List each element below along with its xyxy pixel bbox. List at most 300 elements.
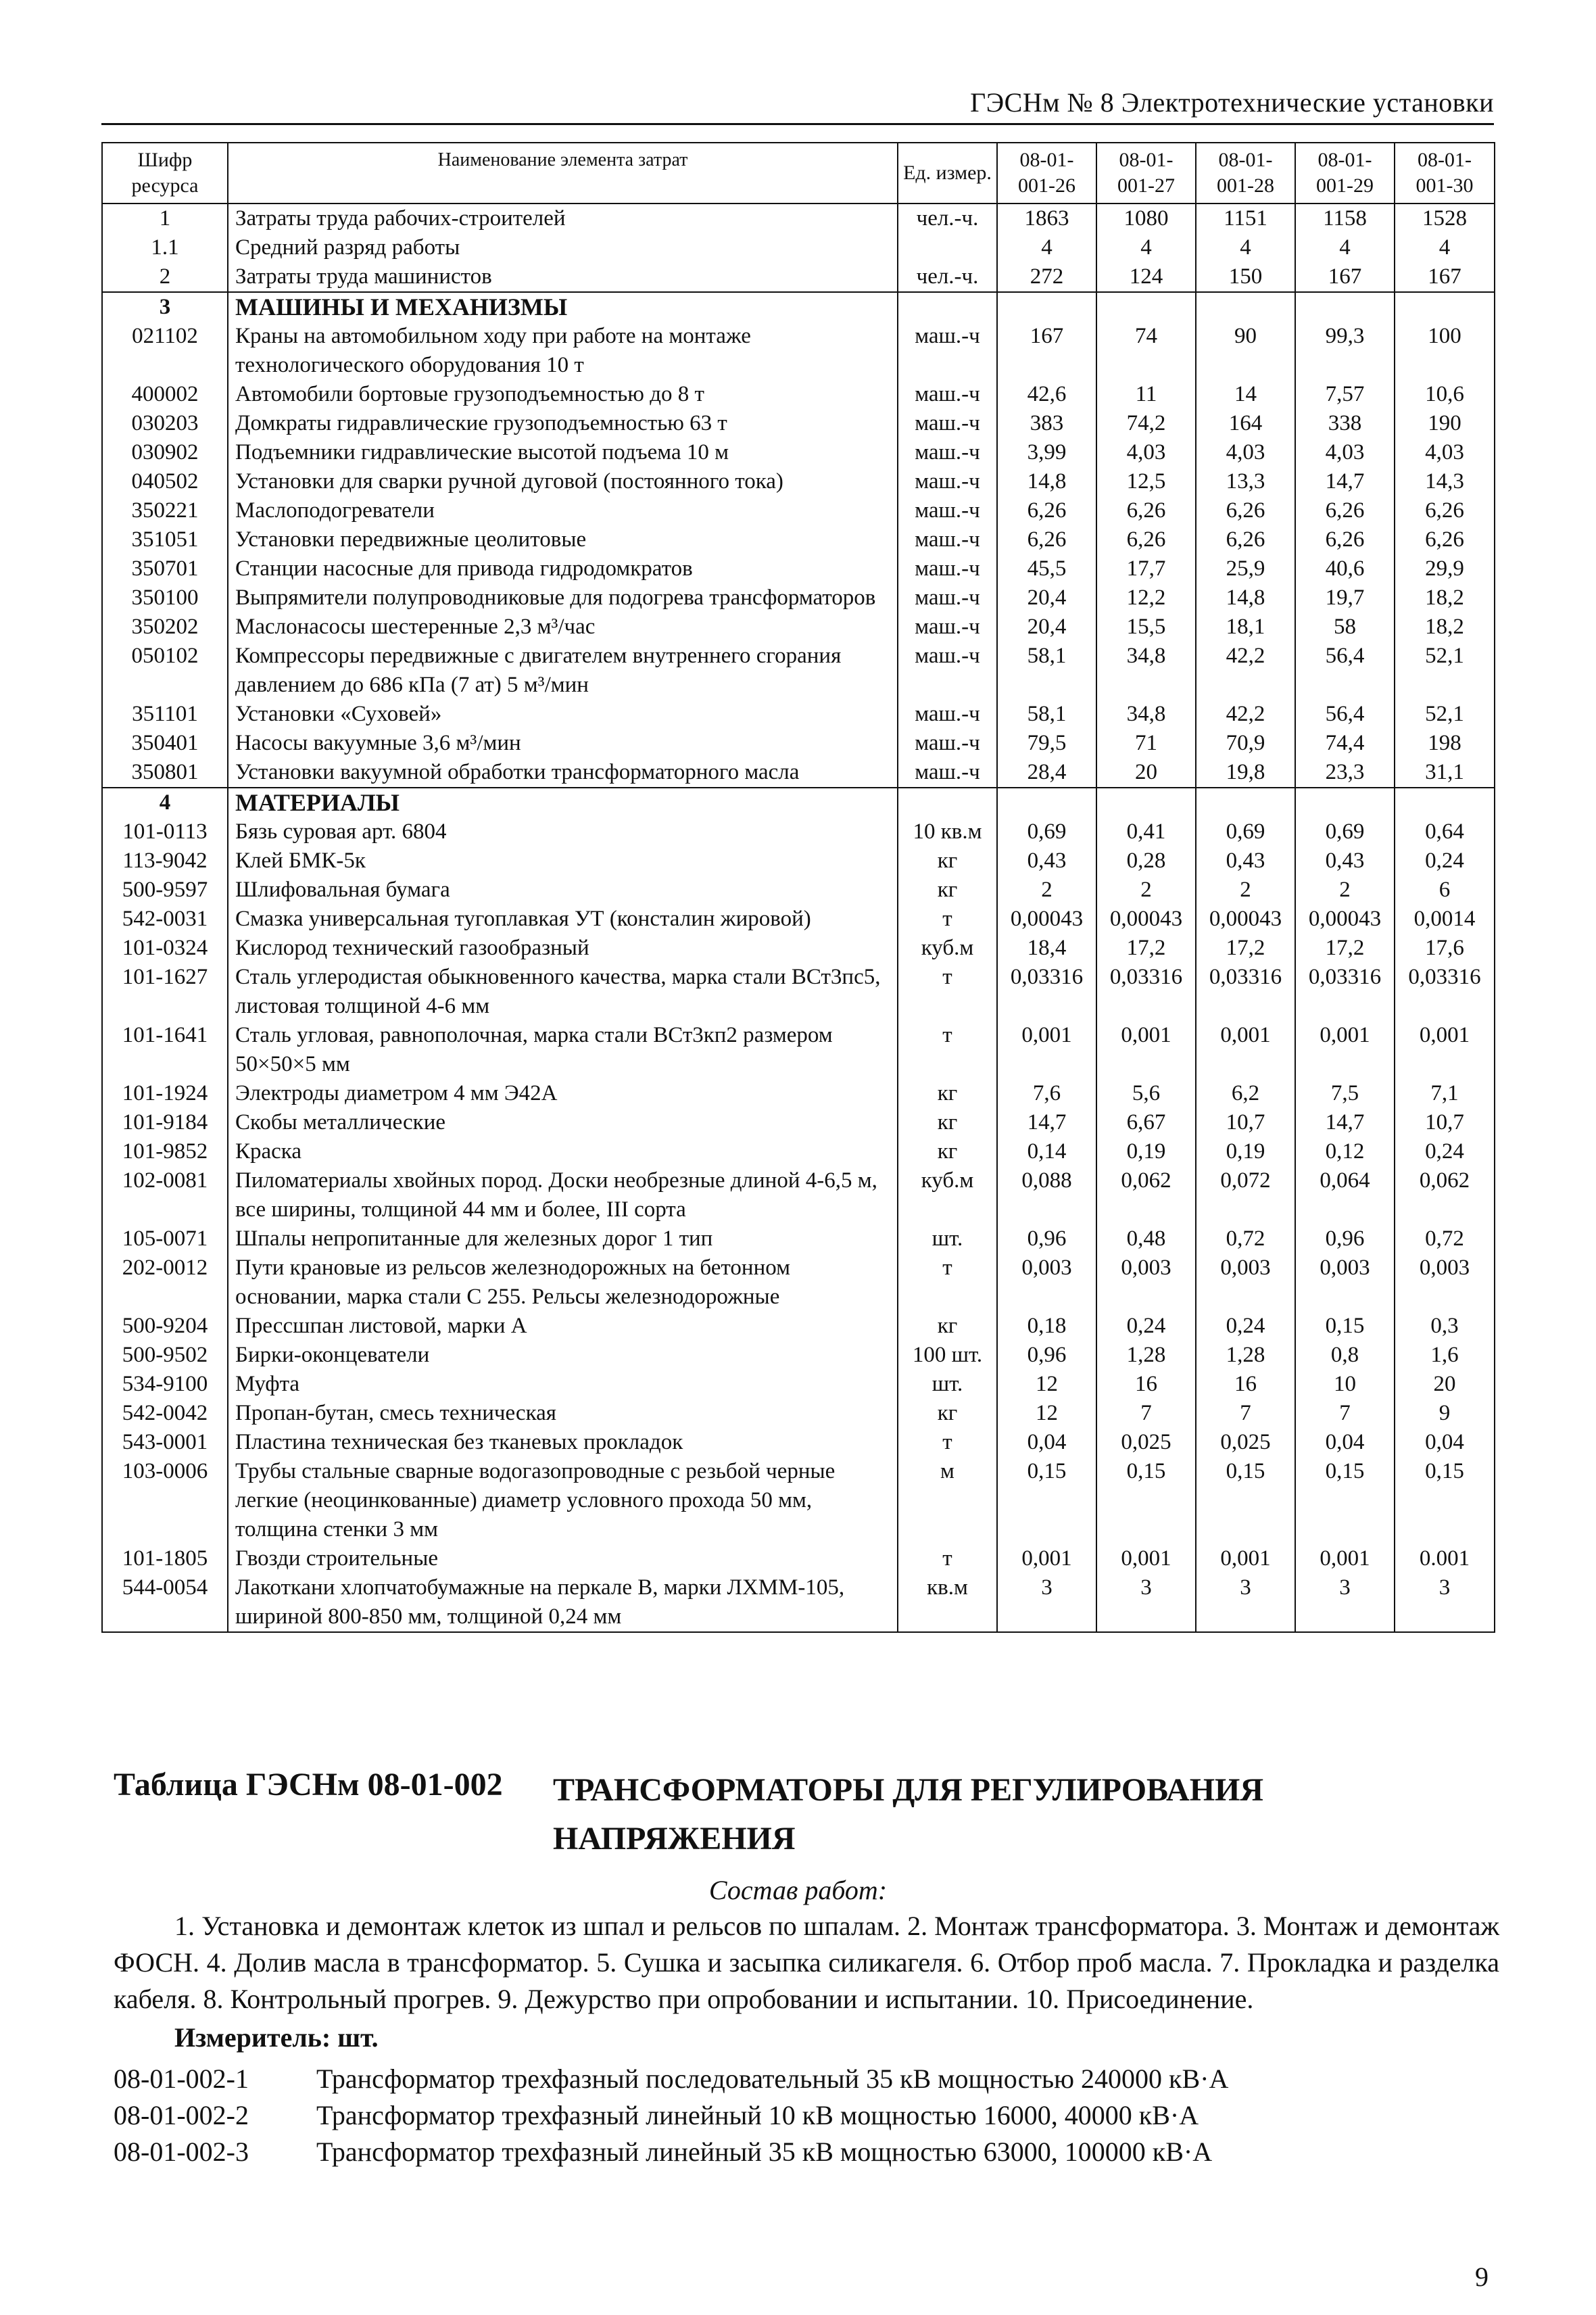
cell-code: 2: [102, 262, 228, 292]
cell-v4: 0,003: [1295, 1254, 1395, 1312]
cell-v1: 0,001: [997, 1021, 1096, 1079]
cell-unit: кг: [898, 876, 997, 905]
cell-unit: маш.-ч: [898, 525, 997, 554]
cell-name: Установки для сварки ручной дуговой (постоянного тока): [228, 467, 898, 496]
cell-unit: [898, 233, 997, 262]
cell-v4: 7,5: [1295, 1079, 1395, 1108]
cell-unit: маш.-ч: [898, 554, 997, 583]
resource-table: [101, 142, 1495, 1633]
cell-name: Бязь суровая арт. 6804: [228, 817, 898, 846]
cell-v2: 16: [1096, 1370, 1196, 1399]
cell-code: 102-0081: [102, 1166, 228, 1224]
cell-name: Лакоткани хлопчатобумажные на перкале В, марки ЛХММ-105, шириной 800-850 мм, толщиной 0,24 мм: [228, 1573, 898, 1632]
table-row: [102, 1312, 1495, 1341]
cell-v1: 58,1: [997, 700, 1096, 729]
cell-v2: 6,26: [1096, 525, 1196, 554]
cell-v4: 7: [1295, 1399, 1395, 1428]
table-row: [102, 1254, 1495, 1312]
cell-code: 101-1924: [102, 1079, 228, 1108]
table-row: [102, 817, 1495, 846]
cell-v4: 6,26: [1295, 496, 1395, 525]
cell-code: 4: [102, 788, 228, 817]
cell-name: МАТЕРИАЛЫ: [228, 788, 898, 817]
cell-v5: 18,2: [1395, 613, 1495, 642]
cell-v5: 9: [1395, 1399, 1495, 1428]
cell-v3: 0,69: [1196, 817, 1295, 846]
cell-unit: маш.-ч: [898, 758, 997, 788]
cell-v3: 0,15: [1196, 1457, 1295, 1544]
cell-name: Автомобили бортовые грузоподъемностью до 8 т: [228, 380, 898, 409]
cell-name: Установки вакуумной обработки трансформаторного масла: [228, 758, 898, 788]
cell-code: 103-0006: [102, 1457, 228, 1544]
cell-v5: 190: [1395, 409, 1495, 438]
cell-unit: маш.-ч: [898, 613, 997, 642]
cell-v3: 42,2: [1196, 642, 1295, 700]
cell-code: 542-0031: [102, 905, 228, 934]
cell-v4: 0,43: [1295, 846, 1395, 876]
cell-v1: 0,14: [997, 1137, 1096, 1166]
cell-v4: 40,6: [1295, 554, 1395, 583]
cell-v4: 56,4: [1295, 642, 1395, 700]
item-code: 08-01-002-1: [114, 2063, 249, 2094]
cell-unit: т: [898, 905, 997, 934]
cell-v5: 1528: [1395, 204, 1495, 233]
item-code: 08-01-002-2: [114, 2100, 249, 2130]
table-row: [102, 1457, 1495, 1544]
cell-name: Маслоподогреватели: [228, 496, 898, 525]
cell-v3: 0,03316: [1196, 963, 1295, 1021]
cell-v4: 99,3: [1295, 322, 1395, 380]
cell-v1: 58,1: [997, 642, 1096, 700]
cell-v5: 167: [1395, 262, 1495, 292]
cell-v1: 6,26: [997, 496, 1096, 525]
cell-v1: 0,69: [997, 817, 1096, 846]
item-text: Трансформатор трехфазный последовательный 35 кВ мощностью 240000 кВ·А: [316, 2063, 1229, 2094]
cell-name: Краны на автомобильном ходу при работе на монтаже технологического оборудования 10 т: [228, 322, 898, 380]
cell-v4: 0,12: [1295, 1137, 1395, 1166]
cell-v1: 14,7: [997, 1108, 1096, 1137]
cell-unit: шт.: [898, 1370, 997, 1399]
table-row: [102, 204, 1495, 233]
cell-code: 350401: [102, 729, 228, 758]
cell-v4: 7,57: [1295, 380, 1395, 409]
cell-v5: 0,04: [1395, 1428, 1495, 1457]
cell-unit: чел.-ч.: [898, 204, 997, 233]
table-row: [102, 758, 1495, 788]
cell-unit: т: [898, 963, 997, 1021]
cell-v3: 42,2: [1196, 700, 1295, 729]
cell-v4: 0,15: [1295, 1312, 1395, 1341]
table-row: [102, 233, 1495, 262]
cell-name: Трубы стальные сварные водогазопроводные с резьбой черные легкие (неоцинкованные) диаметр условного прохода 50 мм, толщина стенки 3 мм: [228, 1457, 898, 1544]
cell-v4: 2: [1295, 876, 1395, 905]
cell-code: 351051: [102, 525, 228, 554]
cell-v5: 0,24: [1395, 1137, 1495, 1166]
cell-v4: 74,4: [1295, 729, 1395, 758]
table-row: [102, 1224, 1495, 1254]
running-header: [101, 87, 1494, 125]
cell-name: Установки передвижные цеолитовые: [228, 525, 898, 554]
cell-v2: 0,28: [1096, 846, 1196, 876]
cell-unit: т: [898, 1428, 997, 1457]
table-row: [102, 1544, 1495, 1573]
cell-v5: 100: [1395, 322, 1495, 380]
cell-v1: 7,6: [997, 1079, 1096, 1108]
cell-v5: 20: [1395, 1370, 1495, 1399]
table-row: [102, 1108, 1495, 1137]
cell-v3: 19,8: [1196, 758, 1295, 788]
cell-code: 101-0113: [102, 817, 228, 846]
cell-v5: 14,3: [1395, 467, 1495, 496]
cell-v4: 19,7: [1295, 583, 1395, 613]
cell-v1: 6,26: [997, 525, 1096, 554]
cell-v2: 0,41: [1096, 817, 1196, 846]
cell-v2: 74: [1096, 322, 1196, 380]
cell-v4: [1295, 292, 1395, 322]
cell-v5: 0,03316: [1395, 963, 1495, 1021]
list-item: [114, 2061, 1499, 2097]
cell-code: 351101: [102, 700, 228, 729]
cell-v1: 12: [997, 1399, 1096, 1428]
cell-code: 1: [102, 204, 228, 233]
cell-v5: 29,9: [1395, 554, 1495, 583]
item-text: Трансформатор трехфазный линейный 35 кВ мощностью 63000, 100000 кВ·А: [316, 2137, 1213, 2167]
cell-v2: 0,001: [1096, 1021, 1196, 1079]
cell-code: 350801: [102, 758, 228, 788]
cell-v2: [1096, 292, 1196, 322]
table-row: [102, 1428, 1495, 1457]
cell-v4: [1295, 788, 1395, 817]
cell-v3: 90: [1196, 322, 1295, 380]
cell-v3: 4,03: [1196, 438, 1295, 467]
cell-v4: 0,064: [1295, 1166, 1395, 1224]
cell-v5: 0,3: [1395, 1312, 1495, 1341]
cell-v1: 3,99: [997, 438, 1096, 467]
cell-v5: 0,062: [1395, 1166, 1495, 1224]
cell-v3: 0,003: [1196, 1254, 1295, 1312]
cell-v4: 1158: [1295, 204, 1395, 233]
cell-unit: т: [898, 1021, 997, 1079]
cell-unit: куб.м: [898, 934, 997, 963]
cell-v1: 79,5: [997, 729, 1096, 758]
cell-unit: [898, 788, 997, 817]
table-row: [102, 1341, 1495, 1370]
cell-v3: 2: [1196, 876, 1295, 905]
cell-v3: 0,025: [1196, 1428, 1295, 1457]
list-item: [114, 2097, 1499, 2134]
cell-v5: 18,2: [1395, 583, 1495, 613]
table-row: [102, 1021, 1495, 1079]
cell-code: 101-1641: [102, 1021, 228, 1079]
cell-v1: 0,15: [997, 1457, 1096, 1544]
cell-v3: 0,19: [1196, 1137, 1295, 1166]
cell-v1: 42,6: [997, 380, 1096, 409]
cell-unit: маш.-ч: [898, 380, 997, 409]
col-header-unit: Ед. измер.: [898, 143, 997, 204]
cell-code: 101-0324: [102, 934, 228, 963]
cell-unit: кг: [898, 1079, 997, 1108]
cell-v2: 6,67: [1096, 1108, 1196, 1137]
cell-v3: [1196, 788, 1295, 817]
cell-v2: 0,00043: [1096, 905, 1196, 934]
cell-v5: 0,0014: [1395, 905, 1495, 934]
cell-v2: 4: [1096, 233, 1196, 262]
table-row: [102, 322, 1495, 380]
cell-v1: 18,4: [997, 934, 1096, 963]
page-number: 9: [1475, 2262, 1489, 2292]
cell-v4: 0,96: [1295, 1224, 1395, 1254]
cell-v1: 0,003: [997, 1254, 1096, 1312]
cell-v5: 0,64: [1395, 817, 1495, 846]
cell-v1: 0,18: [997, 1312, 1096, 1341]
cell-name: Прессшпан листовой, марки А: [228, 1312, 898, 1341]
table-row: [102, 700, 1495, 729]
cell-v2: 17,2: [1096, 934, 1196, 963]
cell-v2: 124: [1096, 262, 1196, 292]
cell-v5: [1395, 292, 1495, 322]
table-title-label: Таблица ГЭСНм 08-01-002: [114, 1767, 503, 1803]
table-row: [102, 525, 1495, 554]
cell-v2: 2: [1096, 876, 1196, 905]
cell-v2: 6,26: [1096, 496, 1196, 525]
cell-unit: м: [898, 1457, 997, 1544]
cell-name: Пиломатериалы хвойных пород. Доски необрезные длиной 4-6,5 м, все ширины, толщиной 44 мм и более, III сорта: [228, 1166, 898, 1224]
cell-unit: маш.-ч: [898, 496, 997, 525]
cell-code: 350202: [102, 613, 228, 642]
cell-unit: чел.-ч.: [898, 262, 997, 292]
header-title: ГЭСНм № 8 Электротехнические установки: [970, 87, 1494, 118]
cell-v4: 56,4: [1295, 700, 1395, 729]
cell-v2: 3: [1096, 1573, 1196, 1632]
cell-name: Выпрямители полупроводниковые для подогрева трансформаторов: [228, 583, 898, 613]
cell-code: 105-0071: [102, 1224, 228, 1254]
cell-name: Электроды диаметром 4 мм Э42А: [228, 1079, 898, 1108]
works-text: 1. Установка и демонтаж клеток из шпал и рельсов по шпалам. 2. Монтаж трансформатора. 3. Монтаж и демонтаж ФОСН. 4. Долив масла в трансформатор. 5. Сушка и засыпка силикагеля. 6. Отбор проб масла. 7. Прокладка и разделка кабеля. 8. Контрольный прогрев. 9. Дежурство при опробовании и испытании. 10. Присоединение.: [114, 1911, 1499, 2014]
cell-unit: маш.-ч: [898, 729, 997, 758]
cell-v1: 167: [997, 322, 1096, 380]
cell-v1: 12: [997, 1370, 1096, 1399]
cell-v2: 34,8: [1096, 642, 1196, 700]
cell-name: Смазка универсальная тугоплавкая УТ (консталин жировой): [228, 905, 898, 934]
cell-code: 030902: [102, 438, 228, 467]
cell-unit: 10 кв.м: [898, 817, 997, 846]
cell-v2: 0,003: [1096, 1254, 1196, 1312]
cell-v1: 0,00043: [997, 905, 1096, 934]
table-row: [102, 846, 1495, 876]
table-title-heading: ТРАНСФОРМАТОРЫ ДЛЯ РЕГУЛИРОВАНИЯ НАПРЯЖЕНИЯ: [553, 1772, 1264, 1857]
cell-v2: 4,03: [1096, 438, 1196, 467]
table-header-row: [102, 143, 1495, 204]
table-row: [102, 729, 1495, 758]
col-header-code: Шифр ресурса: [102, 143, 228, 204]
cell-v3: 6,26: [1196, 496, 1295, 525]
table-row: [102, 642, 1495, 700]
cell-v5: 10,7: [1395, 1108, 1495, 1137]
cell-v5: 6,26: [1395, 525, 1495, 554]
cell-unit: кг: [898, 1137, 997, 1166]
cell-v5: 1,6: [1395, 1341, 1495, 1370]
cell-v2: 0,03316: [1096, 963, 1196, 1021]
cell-unit: т: [898, 1544, 997, 1573]
cell-v5: 6,26: [1395, 496, 1495, 525]
cell-v3: 0,24: [1196, 1312, 1295, 1341]
cell-v5: 0.001: [1395, 1544, 1495, 1573]
cell-name: Шлифовальная бумага: [228, 876, 898, 905]
cell-code: 040502: [102, 467, 228, 496]
cell-v4: 58: [1295, 613, 1395, 642]
cell-name: Шпалы непропитанные для железных дорог 1 тип: [228, 1224, 898, 1254]
cell-unit: кв.м: [898, 1573, 997, 1632]
table-row: [102, 1166, 1495, 1224]
cell-code: 543-0001: [102, 1428, 228, 1457]
cell-v5: 198: [1395, 729, 1495, 758]
table-row: [102, 788, 1495, 817]
cell-v4: 0,04: [1295, 1428, 1395, 1457]
cell-code: 101-1805: [102, 1544, 228, 1573]
cell-v5: 52,1: [1395, 700, 1495, 729]
col-header-c4: 08-01-001-29: [1295, 143, 1395, 204]
cell-code: 542-0042: [102, 1399, 228, 1428]
cell-v4: 3: [1295, 1573, 1395, 1632]
cell-name: Пропан-бутан, смесь техническая: [228, 1399, 898, 1428]
cell-name: Пути крановые из рельсов железнодорожных на бетонном основании, марка стали С 255. Рельсы железнодорожные: [228, 1254, 898, 1312]
cell-code: 350221: [102, 496, 228, 525]
table-row: [102, 934, 1495, 963]
cell-v4: 0,03316: [1295, 963, 1395, 1021]
cell-v3: 150: [1196, 262, 1295, 292]
cell-v1: 383: [997, 409, 1096, 438]
cell-v3: 16: [1196, 1370, 1295, 1399]
cell-name: Маслонасосы шестеренные 2,3 м³/час: [228, 613, 898, 642]
table-row: [102, 1370, 1495, 1399]
table-row: [102, 1573, 1495, 1632]
cell-v2: 0,15: [1096, 1457, 1196, 1544]
cell-v4: 0,8: [1295, 1341, 1395, 1370]
cell-v2: 5,6: [1096, 1079, 1196, 1108]
cell-v2: 1080: [1096, 204, 1196, 233]
cell-v3: 0,072: [1196, 1166, 1295, 1224]
cell-name: Затраты труда машинистов: [228, 262, 898, 292]
cell-v3: 14: [1196, 380, 1295, 409]
cell-v5: 10,6: [1395, 380, 1495, 409]
cell-v2: 12,5: [1096, 467, 1196, 496]
cell-name: Бирки-оконцеватели: [228, 1341, 898, 1370]
cell-name: Клей БМК-5к: [228, 846, 898, 876]
cell-v1: 0,96: [997, 1224, 1096, 1254]
cell-v4: 10: [1295, 1370, 1395, 1399]
cell-code: 350100: [102, 583, 228, 613]
cell-v5: 7,1: [1395, 1079, 1495, 1108]
cell-v3: 25,9: [1196, 554, 1295, 583]
table-row: [102, 876, 1495, 905]
cell-v1: 14,8: [997, 467, 1096, 496]
col-header-c2: 08-01-001-27: [1096, 143, 1196, 204]
table-row: [102, 380, 1495, 409]
cell-name: Подъемники гидравлические высотой подъема 10 м: [228, 438, 898, 467]
cell-name: Сталь углеродистая обыкновенного качества, марка стали ВСт3пс5, листовая толщиной 4-6 мм: [228, 963, 898, 1021]
cell-code: 030203: [102, 409, 228, 438]
measure-unit: Измеритель: шт.: [174, 2022, 379, 2053]
cell-name: Компрессоры передвижные с двигателем внутреннего сгорания давлением до 686 кПа (7 ат) 5 м³/мин: [228, 642, 898, 700]
cell-v3: 10,7: [1196, 1108, 1295, 1137]
cell-v1: 28,4: [997, 758, 1096, 788]
cell-code: 500-9502: [102, 1341, 228, 1370]
cell-unit: 100 шт.: [898, 1341, 997, 1370]
cell-v2: 15,5: [1096, 613, 1196, 642]
cell-unit: маш.-ч: [898, 438, 997, 467]
cell-name: Насосы вакуумные 3,6 м³/мин: [228, 729, 898, 758]
cell-code: 1.1: [102, 233, 228, 262]
cell-code: 101-1627: [102, 963, 228, 1021]
cell-v3: 6,26: [1196, 525, 1295, 554]
cell-v3: 0,43: [1196, 846, 1295, 876]
cell-unit: кг: [898, 1108, 997, 1137]
cell-v4: 4,03: [1295, 438, 1395, 467]
cell-unit: куб.м: [898, 1166, 997, 1224]
works-label: Состав работ:: [708, 1875, 888, 1905]
cell-v2: 0,48: [1096, 1224, 1196, 1254]
cell-name: Домкраты гидравлические грузоподъемностью 63 т: [228, 409, 898, 438]
cell-v1: 2: [997, 876, 1096, 905]
cell-v2: 20: [1096, 758, 1196, 788]
cell-v4: 0,69: [1295, 817, 1395, 846]
table-row: [102, 496, 1495, 525]
col-header-c1: 08-01-001-26: [997, 143, 1096, 204]
cell-v4: 0,001: [1295, 1544, 1395, 1573]
cell-v3: 1151: [1196, 204, 1295, 233]
cell-name: Установки «Суховей»: [228, 700, 898, 729]
cell-name: Скобы металлические: [228, 1108, 898, 1137]
cell-v3: 164: [1196, 409, 1295, 438]
cell-v3: 6,2: [1196, 1079, 1295, 1108]
cell-v2: 17,7: [1096, 554, 1196, 583]
cell-v4: 6,26: [1295, 525, 1395, 554]
cell-v5: [1395, 788, 1495, 817]
cell-v1: [997, 292, 1096, 322]
table-row: [102, 554, 1495, 583]
cell-code: 021102: [102, 322, 228, 380]
cell-v5: 4,03: [1395, 438, 1495, 467]
cell-v1: 0,03316: [997, 963, 1096, 1021]
cell-v5: 4: [1395, 233, 1495, 262]
cell-v5: 0,003: [1395, 1254, 1495, 1312]
cell-name: Краска: [228, 1137, 898, 1166]
cell-unit: [898, 292, 997, 322]
cell-unit: маш.-ч: [898, 322, 997, 380]
cell-v3: 70,9: [1196, 729, 1295, 758]
cell-v3: 1,28: [1196, 1341, 1295, 1370]
cell-v2: 12,2: [1096, 583, 1196, 613]
cell-v4: 0,00043: [1295, 905, 1395, 934]
cell-v4: 0,15: [1295, 1457, 1395, 1544]
cell-v4: 23,3: [1295, 758, 1395, 788]
cell-v4: 0,001: [1295, 1021, 1395, 1079]
cell-name: Сталь угловая, равнополочная, марка стали ВСт3кп2 размером 50×50×5 мм: [228, 1021, 898, 1079]
cell-code: 101-9852: [102, 1137, 228, 1166]
cell-name: Станции насосные для привода гидродомкратов: [228, 554, 898, 583]
cell-code: 544-0054: [102, 1573, 228, 1632]
col-header-c3: 08-01-001-28: [1196, 143, 1295, 204]
cell-unit: шт.: [898, 1224, 997, 1254]
cell-v3: 18,1: [1196, 613, 1295, 642]
cell-v3: 0,001: [1196, 1021, 1295, 1079]
table-row: [102, 1079, 1495, 1108]
table-row: [102, 963, 1495, 1021]
cell-v1: 3: [997, 1573, 1096, 1632]
cell-name: Муфта: [228, 1370, 898, 1399]
cell-v3: [1196, 292, 1295, 322]
cell-v1: 1863: [997, 204, 1096, 233]
